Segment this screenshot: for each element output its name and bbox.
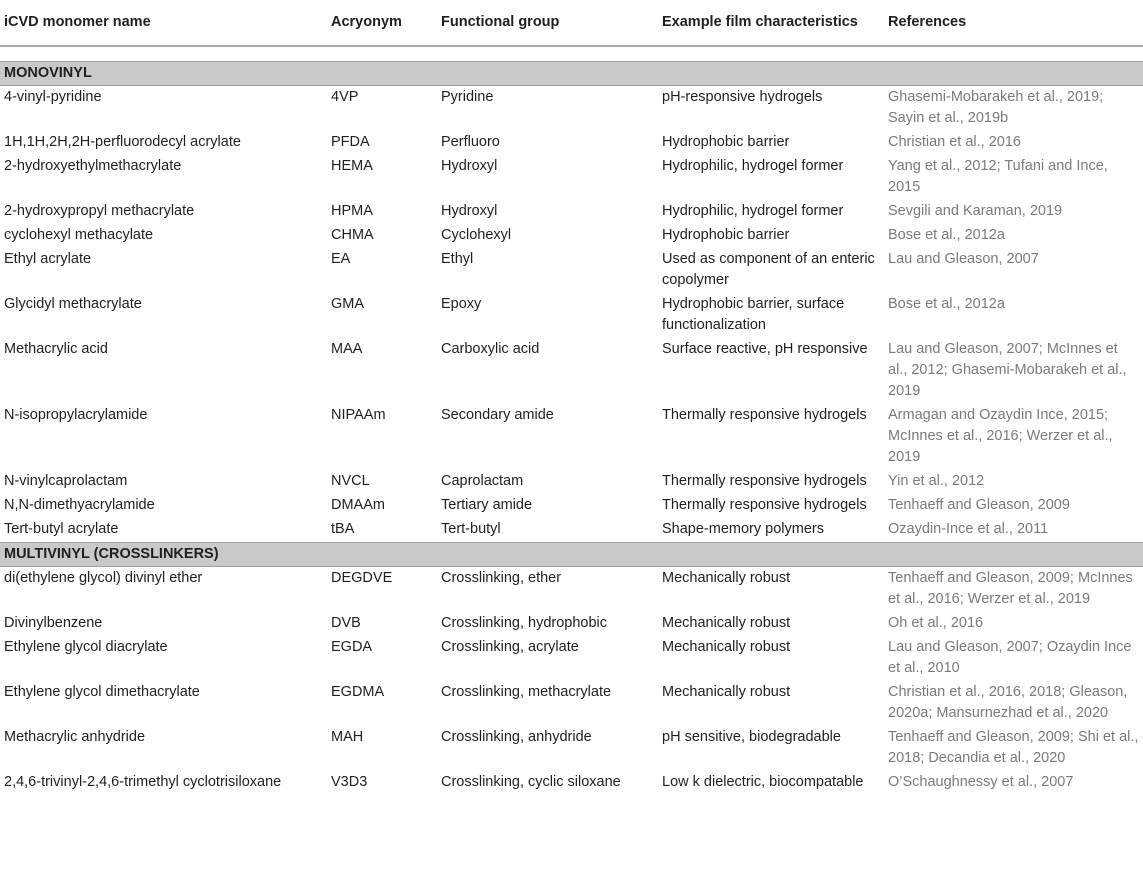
- cell-film-characteristics: Mechanically robust: [662, 570, 791, 586]
- spacer-cell: [0, 46, 1143, 62]
- table-row: [0, 636, 1143, 681]
- table-body: [0, 46, 1143, 795]
- cell-monomer-name: Ethylene glycol dimethacrylate: [4, 684, 200, 700]
- section-header-row: [0, 62, 1143, 86]
- cell-acronym: tBA: [331, 521, 355, 537]
- cell-acronym: HPMA: [331, 203, 373, 219]
- cell-monomer-name: Methacrylic anhydride: [4, 729, 146, 745]
- header-film-characteristics: Example film characteristics: [658, 0, 884, 46]
- cell-acronym: PFDA: [331, 134, 370, 150]
- cell-film-characteristics: Thermally responsive hydrogels: [662, 497, 867, 513]
- cell-references: Tenhaeff and Gleason, 2009; Shi et al., 2018; Decandia et al., 2020: [888, 729, 1139, 766]
- cell-references: Bose et al., 2012a: [888, 296, 1005, 312]
- cell-acronym: GMA: [331, 296, 365, 312]
- section-title: MONOVINYL: [0, 62, 1143, 86]
- cell-references: Ghasemi-Mobarakeh et al., 2019; Sayin et al., 2019b: [888, 89, 1104, 126]
- cell-references: Lau and Gleason, 2007; Ozaydin Ince et al., 2010: [888, 639, 1132, 676]
- cell-functional-group: Crosslinking, anhydride: [441, 729, 592, 745]
- table-row: [0, 494, 1143, 518]
- cell-film-characteristics: Mechanically robust: [662, 639, 791, 655]
- cell-film-characteristics: Hydrophobic barrier: [662, 227, 790, 243]
- table-row: [0, 293, 1143, 338]
- table-row: [0, 404, 1143, 470]
- cell-monomer-name: 1H,1H,2H,2H-perfluorodecyl acrylate: [4, 134, 241, 150]
- cell-references: Yin et al., 2012: [888, 473, 985, 489]
- cell-monomer-name: cyclohexyl methacylate: [4, 227, 154, 243]
- cell-film-characteristics: Hydrophilic, hydrogel former: [662, 203, 844, 219]
- cell-acronym: NVCL: [331, 473, 370, 489]
- cell-references: Lau and Gleason, 2007; McInnes et al., 2012; Ghasemi-Mobarakeh et al., 2019: [888, 341, 1127, 399]
- cell-monomer-name: Glycidyl methacrylate: [4, 296, 142, 312]
- table-row: [0, 155, 1143, 200]
- cell-film-characteristics: pH sensitive, biodegradable: [662, 729, 841, 745]
- cell-film-characteristics: Low k dielectric, biocompatable: [662, 774, 864, 790]
- cell-references: Christian et al., 2016: [888, 134, 1021, 150]
- table-row: [0, 338, 1143, 404]
- cell-functional-group: Crosslinking, acrylate: [441, 639, 579, 655]
- cell-references: Tenhaeff and Gleason, 2009: [888, 497, 1070, 513]
- cell-functional-group: Crosslinking, ether: [441, 570, 562, 586]
- header-row: [0, 0, 1143, 46]
- cell-functional-group: Tertiary amide: [441, 497, 533, 513]
- cell-film-characteristics: Hydrophobic barrier, surface functionalization: [662, 296, 845, 333]
- cell-acronym: 4VP: [331, 89, 359, 105]
- cell-acronym: V3D3: [331, 774, 368, 790]
- cell-acronym: DEGDVE: [331, 570, 393, 586]
- cell-acronym: DVB: [331, 615, 361, 631]
- cell-monomer-name: di(ethylene glycol) divinyl ether: [4, 570, 203, 586]
- cell-film-characteristics: Thermally responsive hydrogels: [662, 407, 867, 423]
- table-row: [0, 771, 1143, 795]
- header-references: References: [884, 0, 1143, 46]
- cell-monomer-name: N-vinylcaprolactam: [4, 473, 128, 489]
- table-row: [0, 726, 1143, 771]
- cell-acronym: MAH: [331, 729, 364, 745]
- cell-references: Lau and Gleason, 2007: [888, 251, 1039, 267]
- cell-references: Oh et al., 2016: [888, 615, 984, 631]
- cell-functional-group: Crosslinking, hydrophobic: [441, 615, 608, 631]
- cell-functional-group: Hydroxyl: [441, 158, 498, 174]
- cell-acronym: NIPAAm: [331, 407, 386, 423]
- table-row: [0, 518, 1143, 543]
- cell-references: Tenhaeff and Gleason, 2009; McInnes et al., 2016; Werzer et al., 2019: [888, 570, 1133, 607]
- header-monomer-name: iCVD monomer name: [0, 0, 327, 46]
- cell-monomer-name: N,N-dimethyacrylamide: [4, 497, 155, 513]
- cell-acronym: EA: [331, 251, 351, 267]
- cell-functional-group: Ethyl: [441, 251, 474, 267]
- cell-functional-group: Hydroxyl: [441, 203, 498, 219]
- table-row: [0, 612, 1143, 636]
- cell-functional-group: Perfluoro: [441, 134, 500, 150]
- table-row: [0, 200, 1143, 224]
- section-title: MULTIVINYL (CROSSLINKERS): [0, 543, 1143, 567]
- cell-references: Christian et al., 2016, 2018; Gleason, 2020a; Mansurnezhad et al., 2020: [888, 684, 1128, 721]
- cell-acronym: EGDMA: [331, 684, 385, 700]
- cell-functional-group: Crosslinking, methacrylate: [441, 684, 612, 700]
- header-acronym: Acryonym: [327, 0, 437, 46]
- cell-references: Yang et al., 2012; Tufani and Ince, 2015: [888, 158, 1108, 195]
- cell-functional-group: Secondary amide: [441, 407, 554, 423]
- cell-film-characteristics: Thermally responsive hydrogels: [662, 473, 867, 489]
- cell-monomer-name: 4-vinyl-pyridine: [4, 89, 102, 105]
- cell-references: Bose et al., 2012a: [888, 227, 1005, 243]
- table-row: [0, 248, 1143, 293]
- cell-film-characteristics: Hydrophobic barrier: [662, 134, 790, 150]
- cell-acronym: CHMA: [331, 227, 374, 243]
- cell-monomer-name: Ethyl acrylate: [4, 251, 92, 267]
- cell-functional-group: Tert-butyl: [441, 521, 501, 537]
- table-row: [0, 681, 1143, 726]
- cell-film-characteristics: Mechanically robust: [662, 684, 791, 700]
- cell-film-characteristics: pH-responsive hydrogels: [662, 89, 823, 105]
- cell-film-characteristics: Used as component of an enteric copolymer: [662, 251, 875, 288]
- cell-functional-group: Carboxylic acid: [441, 341, 540, 357]
- cell-film-characteristics: Shape-memory polymers: [662, 521, 824, 537]
- cell-monomer-name: 2-hydroxyethylmethacrylate: [4, 158, 182, 174]
- cell-acronym: DMAAm: [331, 497, 385, 513]
- cell-functional-group: Caprolactam: [441, 473, 524, 489]
- table-row: [0, 131, 1143, 155]
- cell-monomer-name: Methacrylic acid: [4, 341, 108, 357]
- cell-acronym: HEMA: [331, 158, 373, 174]
- cell-film-characteristics: Mechanically robust: [662, 615, 791, 631]
- cell-acronym: MAA: [331, 341, 363, 357]
- table-row: [0, 86, 1143, 132]
- cell-functional-group: Crosslinking, cyclic siloxane: [441, 774, 621, 790]
- table-row: [0, 224, 1143, 248]
- cell-references: O’Schaughnessy et al., 2007: [888, 774, 1074, 790]
- cell-functional-group: Cyclohexyl: [441, 227, 512, 243]
- section-spacer: [0, 46, 1143, 62]
- cell-monomer-name: Divinylbenzene: [4, 615, 103, 631]
- cell-film-characteristics: Hydrophilic, hydrogel former: [662, 158, 844, 174]
- cell-monomer-name: 2,4,6-trivinyl-2,4,6-trimethyl cyclotrisiloxane: [4, 774, 282, 790]
- cell-references: Armagan and Ozaydin Ince, 2015; McInnes et al., 2016; Werzer et al., 2019: [888, 407, 1113, 465]
- cell-references: Sevgili and Karaman, 2019: [888, 203, 1063, 219]
- header-functional-group: Functional group: [437, 0, 658, 46]
- cell-references: Ozaydin-Ince et al., 2011: [888, 521, 1049, 537]
- cell-acronym: EGDA: [331, 639, 373, 655]
- cell-monomer-name: Ethylene glycol diacrylate: [4, 639, 168, 655]
- cell-functional-group: Pyridine: [441, 89, 494, 105]
- cell-monomer-name: Tert-butyl acrylate: [4, 521, 119, 537]
- cell-film-characteristics: Surface reactive, pH responsive: [662, 341, 868, 357]
- cell-functional-group: Epoxy: [441, 296, 482, 312]
- section-header-row: [0, 543, 1143, 567]
- table-row: [0, 470, 1143, 494]
- table-row: [0, 567, 1143, 613]
- cell-monomer-name: N-isopropylacrylamide: [4, 407, 148, 423]
- cell-monomer-name: 2-hydroxypropyl methacrylate: [4, 203, 195, 219]
